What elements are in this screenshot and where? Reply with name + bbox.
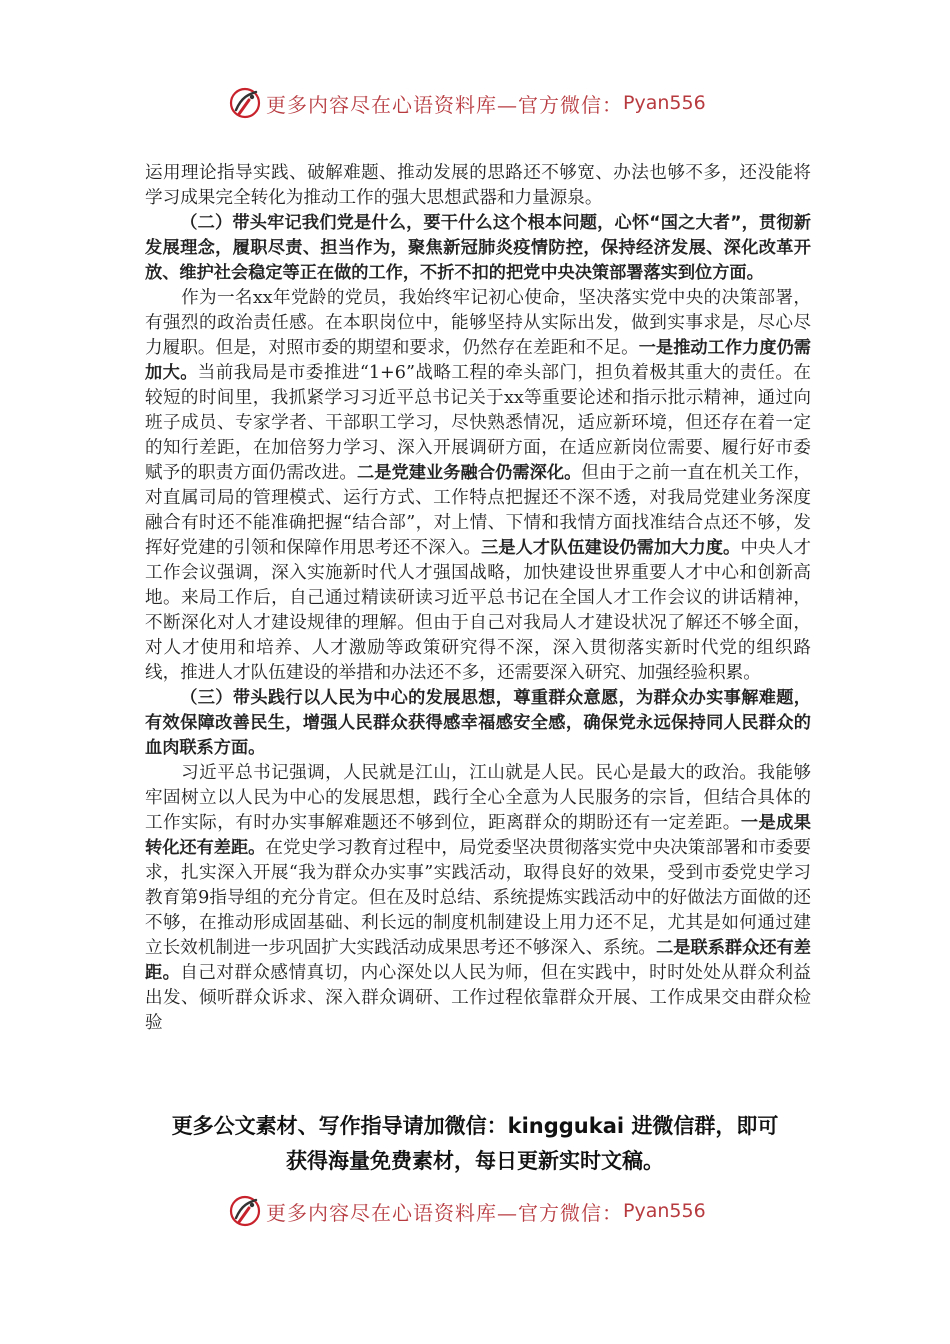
body-paragraph <box>145 161 811 211</box>
footer-banner <box>228 1194 706 1228</box>
footer-banner-text: 更多内容尽在心语资料库—官方微信： <box>266 1200 623 1225</box>
text-run: 中央人才工作会议强调，深入实施新时代人才强国战略，加快建设世界重要人才中心和创新高地。来局工作后，自己通过精读研读习近平总书记在全国人才工作会议的讲话精神，不断深化对人才建设规律的理解。但由于自己对我局人才建设状况了解还不够全面，对人才使用和培养、人才激励等政策研究得不深，深入贯彻落实新时代党的组织路线，推进人才队伍建设的举措和办法还不多，还需要深入研究、加强经验积累。 <box>145 538 811 683</box>
body-paragraph <box>145 286 811 686</box>
bold-text-run: （三）带头践行以人民为中心的发展思想，尊重群众意愿，为群众办实事解难题，有效保障改善民生，增强人民群众获得感幸福感安全感，确保党永远保持同人民群众的血肉联系方面。 <box>145 688 811 758</box>
promo-line-2: 获得海量免费素材，每日更新实时文稿。 <box>286 1149 664 1173</box>
header-banner-text: 更多内容尽在心语资料库—官方微信： <box>266 92 623 117</box>
body-paragraph <box>145 761 811 1036</box>
document-body <box>145 161 811 1036</box>
text-run: 自己对群众感情真切，内心深处以人民为师，但在实践中，时时处处从群众利益出发、倾听群众诉求、深入群众调研、工作过程依靠群众开展、工作成果交由群众检验 <box>145 963 811 1033</box>
header-wechat-id: Pyan556 <box>623 92 706 114</box>
header-banner <box>228 86 706 120</box>
footer-wechat-id: Pyan556 <box>623 1200 706 1222</box>
text-run: 运用理论指导实践、破解难题、推动发展的思路还不够宽、办法也够不多，还没能将学习成果完全转化为推动工作的强大思想武器和力量源泉。 <box>145 163 811 208</box>
promo-line-1: 更多公文素材、写作指导请加微信：kinggukai 进微信群，即可 <box>171 1114 779 1138</box>
text-run: 作为一名xx年党龄的党员，我始终牢记初心使命，坚决落实党中央的决策部署，有强烈的政治责任感。在本职岗位中，能够坚持从实际出发，做到实事求是，尽心尽力履职。但是，对照市委的期望和要求，仍然存在差距和不足。 <box>145 288 811 358</box>
bold-text-run: 一是推动工作力度仍需加大。 <box>145 338 811 383</box>
bold-text-run: （二）带头牢记我们党是什么，要干什么这个根本问题，心怀“国之大者”，贯彻新发展理念，履职尽责、担当作为，聚焦新冠肺炎疫情防控，保持经济发展、深化改革开放、维护社会稳定等正在做的工作，不折不扣的把党中央决策部署落实到位方面。 <box>145 213 811 283</box>
section-heading <box>145 211 811 286</box>
section-heading <box>145 686 811 761</box>
bold-text-run: 一是成果转化还有差距。 <box>145 813 811 858</box>
text-run: 当前我局是市委推进“1+6”战略工程的牵头部门，担负着极其重大的责任。在较短的时间里，我抓紧学习习近平总书记关于xx等重要论述和指示批示精神，通过向班子成员、专家学者、干部职工学习，尽快熟悉情况，适应新环境，但还存在着一定的知行差距，在加倍努力学习、深入开展调研方面，在适应新岗位需要、履行好市委赋予的职责方面仍需改进。 <box>145 363 811 483</box>
bold-text-run: 二是联系群众还有差距。 <box>145 938 811 983</box>
bold-text-run: 二是党建业务融合仍需深化。 <box>357 463 582 483</box>
text-run: 习近平总书记强调，人民就是江山，江山就是人民。民心是最大的政治。我能够牢固树立以人民为中心的发展思想，践行全心全意为人民服务的宗旨，但结合具体的工作实际，有时办实事解难题还不够到位，距离群众的期盼还有一定差距。 <box>145 763 811 833</box>
text-run: 在党史学习教育过程中，局党委坚决贯彻落实党中央决策部署和市委要求，扎实深入开展“我为群众办实事”实践活动，取得良好的效果，受到市委党史学习教育第9指导组的充分肯定。但在及时总结、系统提炼实践活动中的好做法方面做的还不够，在推动形成固基础、利长远的制度机制建设上用力还不足，尤其是如何通过建立长效机制进一步巩固扩大实践活动成果思考还不够深入、系统。 <box>145 838 811 958</box>
bold-text-run: 三是人才队伍建设仍需加大力度。 <box>481 538 741 558</box>
brand-logo-icon <box>228 86 262 120</box>
brand-logo-icon <box>228 1194 262 1228</box>
text-run: 但由于之前一直在机关工作，对直属司局的管理模式、运行方式、工作特点把握还不深不透，对我局党建业务深度融合有时还不能准确把握“结合部”，对上情、下情和我情方面找准结合点还不够，发挥好党建的引领和保障作用思考还不深入。 <box>145 463 811 558</box>
